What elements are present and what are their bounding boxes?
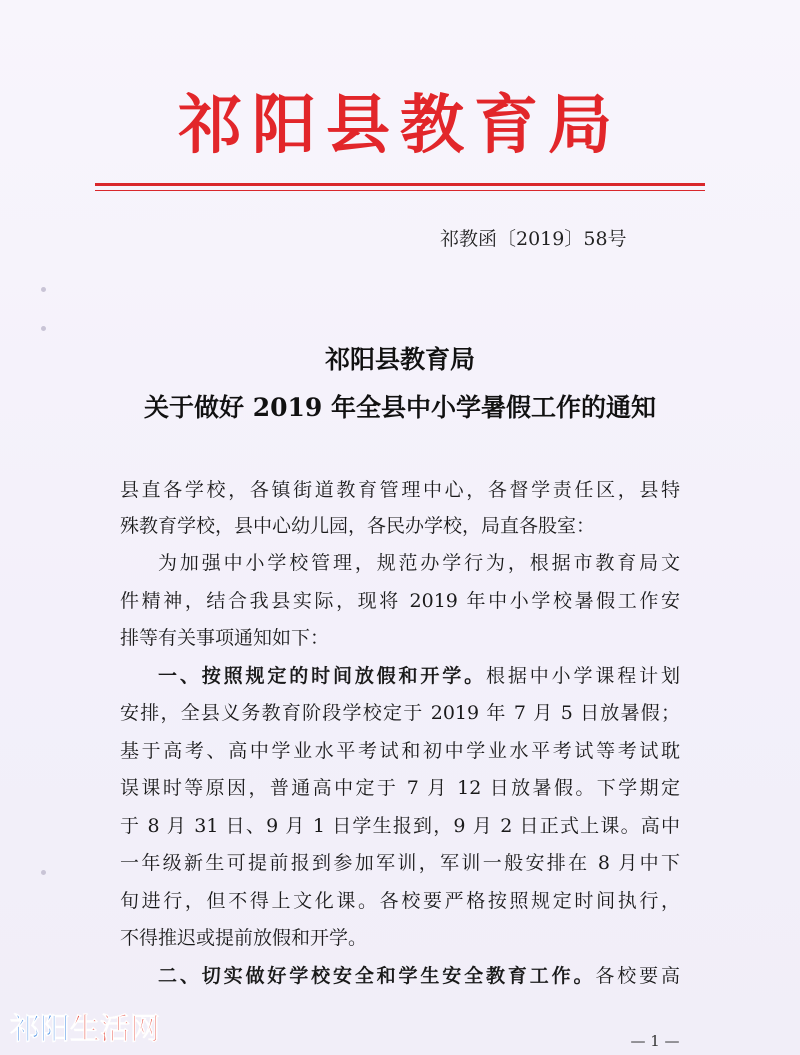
section-1-line: 旬进行，但不得上文化课。各校要严格按照规定时间执行， — [120, 890, 680, 912]
intro-line: 排等有关事项通知如下： — [120, 627, 330, 649]
binding-hole — [41, 326, 46, 331]
section-2-heading: 二、切实做好学校安全和学生安全教育工作。 — [158, 965, 596, 987]
page-number: — 1 — — [630, 1032, 680, 1050]
binding-hole — [41, 870, 46, 875]
section-1-line: 基于高考、高中学业水平考试和初中学业水平考试等考试耽 — [120, 740, 680, 762]
notice-title-line-1: 祁阳县教育局 — [324, 345, 475, 374]
document-number: 祁教函〔2019〕58号 — [440, 228, 627, 250]
addressee-line: 殊教育学校，县中心幼儿园，各民办学校，局直各股室： — [120, 515, 596, 537]
addressee-line: 县直各学校，各镇街道教育管理中心，各督学责任区，县特 — [120, 479, 680, 501]
letterhead-red-rule-thin — [95, 190, 705, 191]
watermark-text-red: 生活网 — [70, 1012, 160, 1047]
section-2-first-line — [158, 960, 680, 992]
binding-hole — [41, 287, 46, 292]
section-1-line: 不得推迟或提前放假和开学。 — [120, 927, 368, 949]
section-1-first-text: 根据中小学课程计划 — [486, 665, 680, 687]
letterhead-red-rule — [95, 183, 705, 186]
agency-letterhead: 祁阳县教育局 — [178, 88, 622, 163]
section-1-line: 于 8 月 31 日、9 月 1 日学生报到，9 月 2 日正式上课。高中 — [120, 815, 680, 837]
section-1-line: 误课时等原因，普通高中定于 7 月 12 日放暑假。下学期定 — [120, 777, 680, 799]
watermark-text-blue: 祁阳 — [10, 1012, 70, 1047]
site-watermark-logo — [10, 1010, 170, 1050]
intro-line: 为加强中小学校管理，规范办学行为，根据市教育局文 — [158, 552, 680, 574]
section-1-line: 安排，全县义务教育阶段学校定于 2019 年 7 月 5 日放暑假； — [120, 702, 680, 724]
section-2-first-text: 各校要高 — [595, 965, 680, 987]
section-1-first-line — [158, 660, 680, 692]
intro-line: 件精神，结合我县实际，现将 2019 年中小学校暑假工作安 — [120, 590, 680, 612]
section-1-line: 一年级新生可提前报到参加军训，军训一般安排在 8 月中下 — [120, 852, 680, 874]
notice-title-line-2: 关于做好 2019 年全县中小学暑假工作的通知 — [144, 393, 656, 422]
section-1-heading: 一、按照规定的时间放假和开学。 — [158, 665, 487, 687]
